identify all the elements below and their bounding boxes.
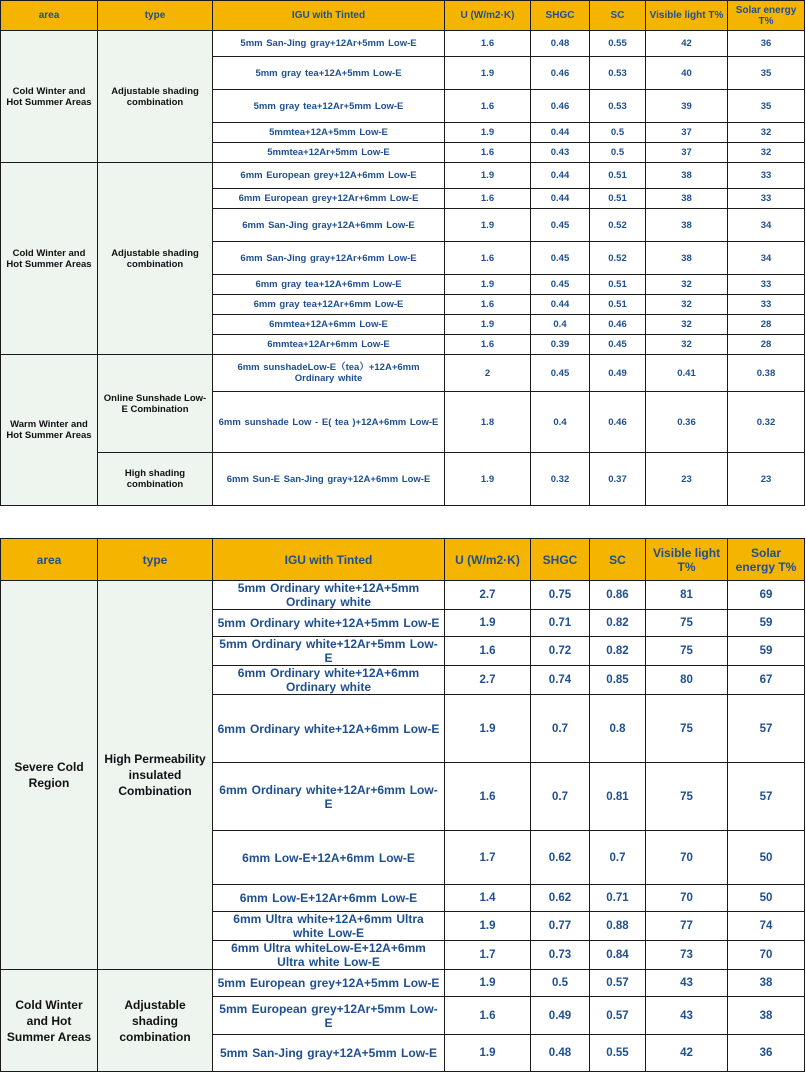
solar-energy-cell: 59 (728, 610, 805, 637)
area-cell: Cold Winter and Hot Summer Areas (1, 31, 98, 163)
solar-energy-cell: 0.32 (728, 392, 805, 453)
visible-light-cell: 0.41 (646, 355, 728, 392)
shgc-cell: 0.62 (531, 885, 590, 912)
igu-cell: 6mm sunshadeLow-E（tea）+12A+6mm Ordinary white (213, 355, 445, 392)
u-value-cell: 1.8 (445, 392, 531, 453)
shgc-cell: 0.4 (531, 315, 590, 335)
u-value-cell: 1.9 (445, 912, 531, 941)
shgc-cell: 0.62 (531, 831, 590, 885)
type-cell: High Permeability insulated Combination (98, 581, 213, 970)
u-value-cell: 1.6 (445, 295, 531, 315)
area-cell: Severe Cold Region (1, 581, 98, 970)
type-cell: Online Sunshade Low-E Combination (98, 355, 213, 453)
sc-cell: 0.49 (590, 355, 646, 392)
u-value-cell: 2.7 (445, 666, 531, 695)
shgc-cell: 0.5 (531, 970, 590, 997)
sc-cell: 0.88 (590, 912, 646, 941)
solar-energy-cell: 35 (728, 90, 805, 123)
visible-light-cell: 81 (646, 581, 728, 610)
igu-cell: 6mm Low-E+12Ar+6mm Low-E (213, 885, 445, 912)
igu-cell: 6mm European grey+12A+6mm Low-E (213, 163, 445, 189)
sc-cell: 0.55 (590, 1035, 646, 1072)
u-value-cell: 1.6 (445, 31, 531, 57)
sc-cell: 0.8 (590, 695, 646, 763)
shgc-cell: 0.44 (531, 123, 590, 143)
header-u-value: U (W/m2·K) (445, 1, 531, 31)
sc-cell: 0.53 (590, 90, 646, 123)
igu-cell: 5mm European grey+12Ar+5mm Low-E (213, 997, 445, 1035)
u-value-cell: 1.9 (445, 123, 531, 143)
u-value-cell: 1.9 (445, 453, 531, 506)
u-value-cell: 1.7 (445, 941, 531, 970)
area-cell: Warm Winter and Hot Summer Areas (1, 355, 98, 506)
igu-cell: 5mm Ordinary white+12A+5mm Ordinary white (213, 581, 445, 610)
shgc-cell: 0.49 (531, 997, 590, 1035)
sc-cell: 0.51 (590, 163, 646, 189)
solar-energy-cell: 36 (728, 1035, 805, 1072)
visible-light-cell: 42 (646, 31, 728, 57)
igu-cell: 6mm Low-E+12A+6mm Low-E (213, 831, 445, 885)
igu-cell: 6mm gray tea+12A+6mm Low-E (213, 275, 445, 295)
shgc-cell: 0.45 (531, 209, 590, 242)
header-shgc: SHGC (531, 1, 590, 31)
visible-light-cell: 38 (646, 189, 728, 209)
table-row (1, 581, 805, 610)
type-cell: Adjustable shading combination (98, 970, 213, 1072)
shgc-cell: 0.4 (531, 392, 590, 453)
sc-cell: 0.51 (590, 189, 646, 209)
header-shgc: SHGC (531, 539, 590, 581)
shgc-cell: 0.72 (531, 637, 590, 666)
solar-energy-cell: 28 (728, 335, 805, 355)
igu-cell: 6mm Ordinary white+12A+6mm Ordinary white (213, 666, 445, 695)
u-value-cell: 1.9 (445, 970, 531, 997)
visible-light-cell: 42 (646, 1035, 728, 1072)
igu-cell: 6mmtea+12Ar+6mm Low-E (213, 335, 445, 355)
sc-cell: 0.55 (590, 31, 646, 57)
sc-cell: 0.51 (590, 275, 646, 295)
sc-cell: 0.5 (590, 123, 646, 143)
u-value-cell: 1.6 (445, 242, 531, 275)
u-value-cell: 1.6 (445, 763, 531, 831)
sc-cell: 0.45 (590, 335, 646, 355)
visible-light-cell: 40 (646, 57, 728, 90)
u-value-cell: 1.9 (445, 57, 531, 90)
sc-cell: 0.86 (590, 581, 646, 610)
solar-energy-cell: 59 (728, 637, 805, 666)
table-row (1, 355, 805, 392)
area-cell: Cold Winter and Hot Summer Areas (1, 970, 98, 1072)
solar-energy-cell: 23 (728, 453, 805, 506)
solar-energy-cell: 0.38 (728, 355, 805, 392)
solar-energy-cell: 34 (728, 242, 805, 275)
sc-cell: 0.82 (590, 637, 646, 666)
shgc-cell: 0.7 (531, 695, 590, 763)
shgc-cell: 0.48 (531, 1035, 590, 1072)
shgc-cell: 0.45 (531, 242, 590, 275)
igu-cell: 6mmtea+12A+6mm Low-E (213, 315, 445, 335)
header-solar-energy: Solar energy T% (728, 1, 805, 31)
shgc-cell: 0.46 (531, 57, 590, 90)
solar-energy-cell: 28 (728, 315, 805, 335)
visible-light-cell: 37 (646, 123, 728, 143)
shgc-cell: 0.44 (531, 295, 590, 315)
solar-energy-cell: 74 (728, 912, 805, 941)
header-type: type (98, 1, 213, 31)
visible-light-cell: 75 (646, 695, 728, 763)
igu-cell: 5mm European grey+12A+5mm Low-E (213, 970, 445, 997)
header-row (1, 539, 805, 581)
sc-cell: 0.57 (590, 997, 646, 1035)
shgc-cell: 0.74 (531, 666, 590, 695)
header-igu: IGU with Tinted (213, 539, 445, 581)
igu-cell: 6mm European grey+12Ar+6mm Low-E (213, 189, 445, 209)
solar-energy-cell: 67 (728, 666, 805, 695)
shgc-cell: 0.32 (531, 453, 590, 506)
igu-cell: 6mm Ultra whiteLow-E+12A+6mm Ultra white Low-E (213, 941, 445, 970)
sc-cell: 0.53 (590, 57, 646, 90)
visible-light-cell: 38 (646, 242, 728, 275)
sc-cell: 0.37 (590, 453, 646, 506)
igu-cell: 5mm San-Jing gray+12Ar+5mm Low-E (213, 31, 445, 57)
shgc-cell: 0.71 (531, 610, 590, 637)
shgc-cell: 0.44 (531, 163, 590, 189)
header-igu: IGU with Tinted (213, 1, 445, 31)
visible-light-cell: 32 (646, 335, 728, 355)
solar-energy-cell: 70 (728, 941, 805, 970)
table-row (1, 453, 805, 506)
shgc-cell: 0.44 (531, 189, 590, 209)
solar-energy-cell: 34 (728, 209, 805, 242)
u-value-cell: 1.6 (445, 90, 531, 123)
u-value-cell: 2.7 (445, 581, 531, 610)
area-cell: Cold Winter and Hot Summer Areas (1, 163, 98, 355)
solar-energy-cell: 57 (728, 763, 805, 831)
shgc-cell: 0.75 (531, 581, 590, 610)
header-solar-energy: Solar energy T% (728, 539, 805, 581)
header-visible-light: Visible light T% (646, 1, 728, 31)
igu-cell: 5mmtea+12Ar+5mm Low-E (213, 143, 445, 163)
igu-cell: 6mm Ordinary white+12Ar+6mm Low-E (213, 763, 445, 831)
sc-cell: 0.51 (590, 295, 646, 315)
igu-cell: 6mm Sun-E San-Jing gray+12A+6mm Low-E (213, 453, 445, 506)
u-value-cell: 1.6 (445, 637, 531, 666)
solar-energy-cell: 38 (728, 970, 805, 997)
sc-cell: 0.57 (590, 970, 646, 997)
u-value-cell: 1.6 (445, 189, 531, 209)
igu-cell: 5mmtea+12A+5mm Low-E (213, 123, 445, 143)
igu-cell: 5mm gray tea+12A+5mm Low-E (213, 57, 445, 90)
igu-cell: 6mm sunshade Low - E( tea )+12A+6mm Low-E (213, 392, 445, 453)
solar-energy-cell: 33 (728, 163, 805, 189)
igu-cell: 5mm Ordinary white+12Ar+5mm Low-E (213, 637, 445, 666)
igu-cell: 6mm San-Jing gray+12Ar+6mm Low-E (213, 242, 445, 275)
u-value-cell: 1.4 (445, 885, 531, 912)
solar-energy-cell: 50 (728, 885, 805, 912)
solar-energy-cell: 33 (728, 189, 805, 209)
visible-light-cell: 32 (646, 295, 728, 315)
header-sc: SC (590, 539, 646, 581)
igu-cell: 5mm San-Jing gray+12A+5mm Low-E (213, 1035, 445, 1072)
shgc-cell: 0.45 (531, 355, 590, 392)
u-value-cell: 1.6 (445, 335, 531, 355)
visible-light-cell: 39 (646, 90, 728, 123)
header-u-value: U (W/m2·K) (445, 539, 531, 581)
type-cell: High shading combination (98, 453, 213, 506)
table-row (1, 163, 805, 189)
igu-cell: 6mm San-Jing gray+12A+6mm Low-E (213, 209, 445, 242)
performance-table-1 (0, 0, 805, 506)
visible-light-cell: 75 (646, 610, 728, 637)
igu-cell: 5mm Ordinary white+12A+5mm Low-E (213, 610, 445, 637)
visible-light-cell: 80 (646, 666, 728, 695)
solar-energy-cell: 69 (728, 581, 805, 610)
visible-light-cell: 32 (646, 315, 728, 335)
u-value-cell: 1.7 (445, 831, 531, 885)
u-value-cell: 1.9 (445, 695, 531, 763)
visible-light-cell: 38 (646, 163, 728, 189)
igu-cell: 6mm gray tea+12Ar+6mm Low-E (213, 295, 445, 315)
u-value-cell: 1.6 (445, 143, 531, 163)
visible-light-cell: 77 (646, 912, 728, 941)
shgc-cell: 0.45 (531, 275, 590, 295)
visible-light-cell: 75 (646, 637, 728, 666)
header-visible-light: Visible light T% (646, 539, 728, 581)
shgc-cell: 0.73 (531, 941, 590, 970)
visible-light-cell: 32 (646, 275, 728, 295)
solar-energy-cell: 50 (728, 831, 805, 885)
u-value-cell: 1.9 (445, 315, 531, 335)
sc-cell: 0.71 (590, 885, 646, 912)
u-value-cell: 1.6 (445, 997, 531, 1035)
header-sc: SC (590, 1, 646, 31)
visible-light-cell: 38 (646, 209, 728, 242)
solar-energy-cell: 38 (728, 997, 805, 1035)
sc-cell: 0.46 (590, 315, 646, 335)
shgc-cell: 0.46 (531, 90, 590, 123)
u-value-cell: 1.9 (445, 163, 531, 189)
type-cell: Adjustable shading combination (98, 163, 213, 355)
shgc-cell: 0.39 (531, 335, 590, 355)
shgc-cell: 0.48 (531, 31, 590, 57)
header-area: area (1, 539, 98, 581)
sc-cell: 0.46 (590, 392, 646, 453)
solar-energy-cell: 32 (728, 123, 805, 143)
u-value-cell: 1.9 (445, 275, 531, 295)
shgc-cell: 0.7 (531, 763, 590, 831)
igu-cell: 5mm gray tea+12Ar+5mm Low-E (213, 90, 445, 123)
solar-energy-cell: 35 (728, 57, 805, 90)
type-cell: Adjustable shading combination (98, 31, 213, 163)
performance-table-2 (0, 538, 805, 1072)
u-value-cell: 1.9 (445, 1035, 531, 1072)
sc-cell: 0.52 (590, 242, 646, 275)
visible-light-cell: 0.36 (646, 392, 728, 453)
table-row (1, 31, 805, 57)
visible-light-cell: 37 (646, 143, 728, 163)
visible-light-cell: 75 (646, 763, 728, 831)
solar-energy-cell: 57 (728, 695, 805, 763)
sc-cell: 0.85 (590, 666, 646, 695)
visible-light-cell: 43 (646, 997, 728, 1035)
igu-cell: 6mm Ultra white+12A+6mm Ultra white Low-E (213, 912, 445, 941)
visible-light-cell: 70 (646, 831, 728, 885)
solar-energy-cell: 32 (728, 143, 805, 163)
igu-cell: 6mm Ordinary white+12A+6mm Low-E (213, 695, 445, 763)
visible-light-cell: 23 (646, 453, 728, 506)
shgc-cell: 0.77 (531, 912, 590, 941)
solar-energy-cell: 33 (728, 275, 805, 295)
visible-light-cell: 73 (646, 941, 728, 970)
sc-cell: 0.7 (590, 831, 646, 885)
header-area: area (1, 1, 98, 31)
sc-cell: 0.5 (590, 143, 646, 163)
u-value-cell: 1.9 (445, 610, 531, 637)
table-body (1, 581, 805, 1072)
visible-light-cell: 43 (646, 970, 728, 997)
table-body (1, 31, 805, 506)
sc-cell: 0.81 (590, 763, 646, 831)
visible-light-cell: 70 (646, 885, 728, 912)
header-row (1, 1, 805, 31)
sc-cell: 0.82 (590, 610, 646, 637)
sc-cell: 0.52 (590, 209, 646, 242)
solar-energy-cell: 36 (728, 31, 805, 57)
u-value-cell: 1.9 (445, 209, 531, 242)
sc-cell: 0.84 (590, 941, 646, 970)
solar-energy-cell: 33 (728, 295, 805, 315)
table-row (1, 970, 805, 997)
u-value-cell: 2 (445, 355, 531, 392)
header-type: type (98, 539, 213, 581)
shgc-cell: 0.43 (531, 143, 590, 163)
